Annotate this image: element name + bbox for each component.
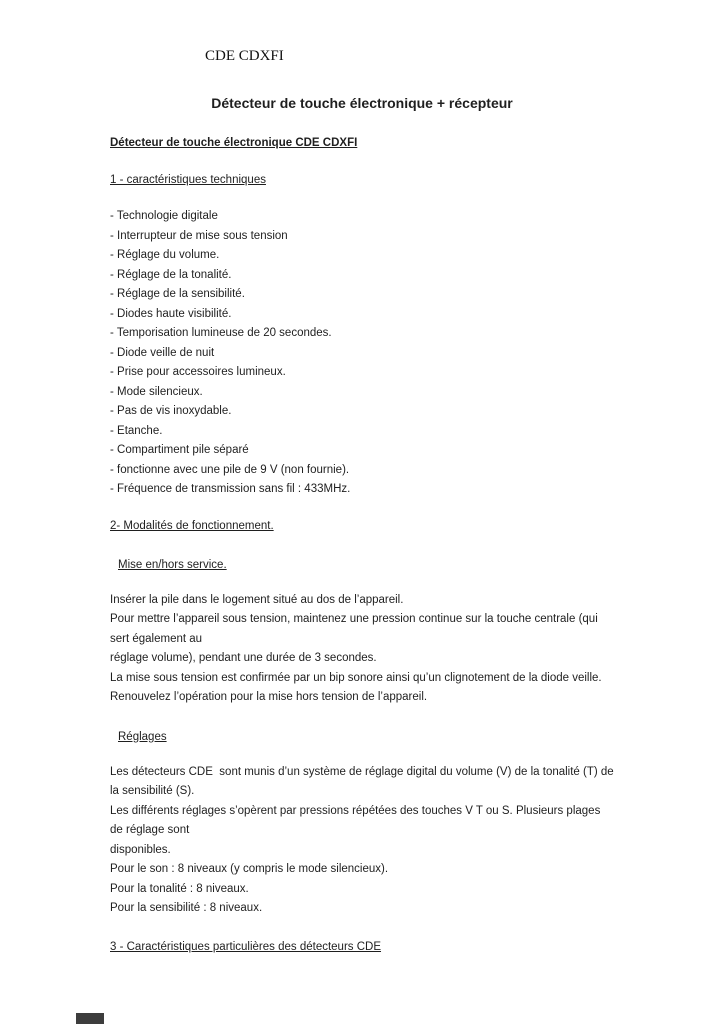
paragraph-line: Les détecteurs CDE sont munis d’un système de réglage digital du volume (V) de la tonalité (T) de la sensibilité (S). — [110, 765, 617, 797]
paragraph-line: réglage volume), pendant une durée de 3 secondes. — [110, 652, 377, 664]
section-1-heading: 1 - caractéristiques techniques — [110, 174, 266, 186]
feature-item: - Prise pour accessoires lumineux. — [110, 366, 286, 378]
feature-item: - Réglage de la sensibilité. — [110, 288, 245, 300]
section-3-heading: 3 - Caractéristiques particulières des détecteurs CDE — [110, 940, 382, 953]
doc-title: Détecteur de touche électronique + récepteur — [211, 95, 513, 111]
feature-item: - Fréquence de transmission sans fil : 433MHz. — [110, 483, 351, 495]
section-2-heading: 2- Modalités de fonctionnement. — [110, 519, 274, 532]
paragraph-line: Les différents réglages s’opèrent par pressions répétées des touches V T ou S. Plusieurs plages de réglage sont — [110, 804, 604, 836]
feature-item: - Diode veille de nuit — [110, 346, 215, 359]
feature-item: - Temporisation lumineuse de 20 secondes. — [110, 327, 332, 339]
subsection-mise-en-hors-service: Mise en/hors service. — [118, 558, 227, 571]
paragraph-line: Pour mettre l’appareil sous tension, maintenez une pression continue sur la touche centrale (qui sert également au — [110, 613, 601, 645]
subsection-reglages: Réglages — [118, 730, 167, 743]
scan-artifact — [76, 1013, 104, 1024]
paragraph-line: Pour la sensibilité : 8 niveaux. — [110, 902, 263, 914]
doc-subtitle: Détecteur de touche électronique CDE CDXFI — [110, 137, 358, 149]
paragraph-line: disponibles. — [110, 843, 171, 856]
doc-reference-header: CDE CDXFI — [205, 48, 284, 64]
feature-item: - Diodes haute visibilité. — [110, 307, 232, 320]
paragraph-reglages — [110, 763, 617, 919]
paragraph-line: Pour le son : 8 niveaux (y compris le mode silencieux). — [110, 863, 389, 875]
feature-item: - fonctionne avec une pile de 9 V (non fournie). — [110, 463, 350, 476]
feature-item: - Technologie digitale — [110, 210, 218, 222]
feature-item: - Pas de vis inoxydable. — [110, 405, 232, 417]
paragraph-line: Renouvelez l’opération pour la mise hors tension de l’appareil. — [110, 691, 428, 703]
feature-item: - Etanche. — [110, 424, 163, 437]
features-list — [110, 207, 614, 500]
paragraph-line: Pour la tonalité : 8 niveaux. — [110, 882, 249, 895]
feature-item: - Réglage du volume. — [110, 249, 220, 261]
feature-item: - Compartiment pile séparé — [110, 444, 249, 456]
paragraph-line: La mise sous tension est confirmée par un bip sonore ainsi qu’un clignotement de la diode veille. — [110, 671, 602, 684]
paragraph-mise-en-service — [110, 591, 614, 708]
feature-item: - Interrupteur de mise sous tension — [110, 229, 288, 242]
feature-item: - Mode silencieux. — [110, 385, 203, 398]
paragraph-line: Insérer la pile dans le logement situé au dos de l’appareil. — [110, 593, 404, 606]
feature-item: - Réglage de la tonalité. — [110, 268, 232, 281]
